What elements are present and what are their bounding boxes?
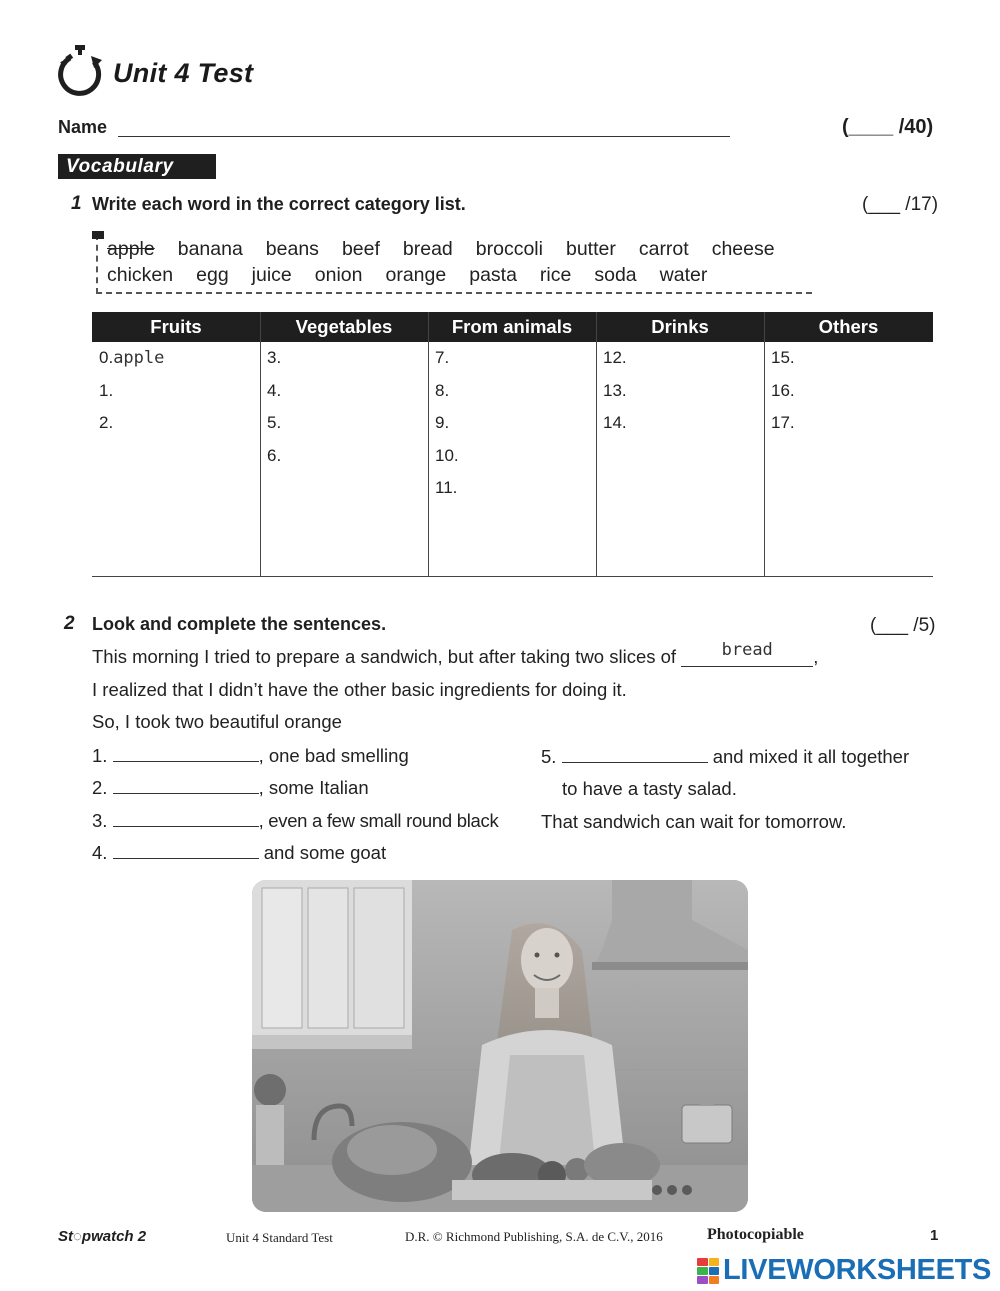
closing-sentence: That sandwich can wait for tomorrow. <box>541 811 847 832</box>
answer-slot[interactable]: 1. <box>99 381 114 400</box>
sentence-line-2: I realized that I didn’t have the other basic ingredients for doing it. <box>92 679 627 700</box>
word-chip: carrot <box>638 238 689 260</box>
answer-slot[interactable]: 11. <box>435 478 458 497</box>
page-number: 1 <box>930 1227 939 1244</box>
column-header-from-animals: From animals <box>428 312 596 342</box>
word-box-tab <box>92 231 104 239</box>
item-number: 4. <box>92 842 108 863</box>
exercise-2-number: 2 <box>64 613 75 634</box>
handwritten-answer: bread <box>721 640 773 660</box>
liveworksheets-wordmark: LIVEWORKSHEETS <box>723 1254 992 1286</box>
handwritten-answer: apple <box>113 348 165 368</box>
item-number: 5. <box>541 746 557 767</box>
word-chip: soda <box>594 264 637 286</box>
footer-copyright: D.R. © Richmond Publishing, S.A. de C.V., 2016 <box>405 1229 663 1244</box>
exercise-2-score: (___ /5) <box>870 615 936 636</box>
answer-slot[interactable]: 6. <box>267 446 282 465</box>
item-number: 0. <box>99 348 114 367</box>
exercise-1-instruction: Write each word in the correct category list. <box>92 194 466 214</box>
exercise-1-score: (___ /17) <box>862 194 939 215</box>
answer-blank[interactable] <box>681 640 813 667</box>
item-number: 3. <box>92 810 108 831</box>
answer-slot[interactable]: 5. <box>267 413 282 432</box>
word-chip: banana <box>177 238 243 260</box>
item-text: and some goat <box>258 842 387 863</box>
column-header-fruits: Fruits <box>92 312 260 342</box>
word-chip: beef <box>341 238 380 260</box>
category-table <box>92 312 933 577</box>
word-row-1 <box>107 238 775 261</box>
liveworksheets-icon <box>697 1258 719 1284</box>
column-divider <box>260 312 261 576</box>
section-banner-vocabulary: Vocabulary <box>58 154 216 179</box>
column-header-drinks: Drinks <box>596 312 764 342</box>
fill-item <box>92 810 498 832</box>
word-chip: apple <box>107 238 155 260</box>
answer-blank[interactable] <box>113 747 259 762</box>
word-chip: pasta <box>469 264 517 286</box>
word-chip: bread <box>402 238 453 260</box>
answer-slot[interactable]: 17. <box>771 413 795 432</box>
answer-slot[interactable]: 13. <box>603 381 627 400</box>
item-text: and mixed it all together <box>707 746 910 767</box>
word-chip: rice <box>539 264 572 286</box>
sentence-line-1 <box>92 640 819 668</box>
item-text: , some Italian <box>258 777 369 798</box>
footer-test-name: Unit 4 Standard Test <box>226 1230 333 1245</box>
answer-blank[interactable] <box>113 844 259 859</box>
column-divider <box>764 312 765 576</box>
total-score: (____ /40) <box>842 116 934 138</box>
answer-blank[interactable] <box>113 779 259 794</box>
word-chip: orange <box>385 264 447 286</box>
answer-blank[interactable] <box>113 812 259 827</box>
sentence-line-3: So, I took two beautiful orange <box>92 711 342 732</box>
liveworksheets-logo[interactable] <box>697 1254 991 1287</box>
answer-slot[interactable]: 10. <box>435 446 459 465</box>
exercise-2-instruction: Look and complete the sentences. <box>92 614 387 634</box>
word-chip: beans <box>265 238 319 260</box>
word-row-2 <box>107 264 707 287</box>
column-divider <box>428 312 429 576</box>
footer-photocopiable: Photocopiable <box>707 1226 804 1243</box>
answer-slot[interactable]: 2. <box>99 413 114 432</box>
item-number: 1. <box>92 745 108 766</box>
answer-slot[interactable]: 9. <box>435 413 450 432</box>
word-chip: onion <box>314 264 363 286</box>
answer-slot[interactable]: 15. <box>771 348 795 367</box>
sentence-continuation: to have a tasty salad. <box>562 778 737 799</box>
sentence-text: This morning I tried to prepare a sandwich, but after taking two slices of <box>92 646 677 667</box>
word-chip: cheese <box>711 238 775 260</box>
item-text: , even a few small round black <box>258 810 499 831</box>
page-title: Unit 4 Test <box>113 58 254 88</box>
answer-slot[interactable]: 16. <box>771 381 795 400</box>
answer-slot[interactable]: 14. <box>603 413 627 432</box>
answer-slot[interactable] <box>99 348 164 368</box>
word-chip: water <box>659 264 708 286</box>
fill-item <box>92 745 409 767</box>
column-header-vegetables: Vegetables <box>260 312 428 342</box>
answer-slot[interactable]: 7. <box>435 348 450 367</box>
answer-slot[interactable]: 12. <box>603 348 627 367</box>
sentence-text: , <box>813 646 819 667</box>
fill-item <box>92 842 386 864</box>
column-header-others: Others <box>764 312 933 342</box>
word-chip: chicken <box>107 264 174 286</box>
woman-in-kitchen-image <box>252 880 748 1212</box>
word-chip: butter <box>565 238 616 260</box>
answer-slot[interactable]: 4. <box>267 381 282 400</box>
answer-slot[interactable]: 8. <box>435 381 450 400</box>
stopwatch-icon <box>58 44 104 96</box>
word-chip: broccoli <box>475 238 543 260</box>
fill-item <box>92 777 369 799</box>
footer-brand-logo: St◌pwatch 2 <box>58 1228 147 1245</box>
column-divider <box>596 312 597 576</box>
name-label: Name <box>58 117 108 137</box>
fill-item <box>541 746 909 768</box>
answer-slot[interactable]: 3. <box>267 348 282 367</box>
item-number: 2. <box>92 777 108 798</box>
kitchen-photo <box>252 880 748 1212</box>
exercise-1-number: 1 <box>71 193 82 214</box>
name-field[interactable] <box>118 136 730 137</box>
word-chip: juice <box>251 264 292 286</box>
answer-blank[interactable] <box>562 748 708 763</box>
item-text: , one bad smelling <box>258 745 409 766</box>
word-chip: egg <box>196 264 229 286</box>
